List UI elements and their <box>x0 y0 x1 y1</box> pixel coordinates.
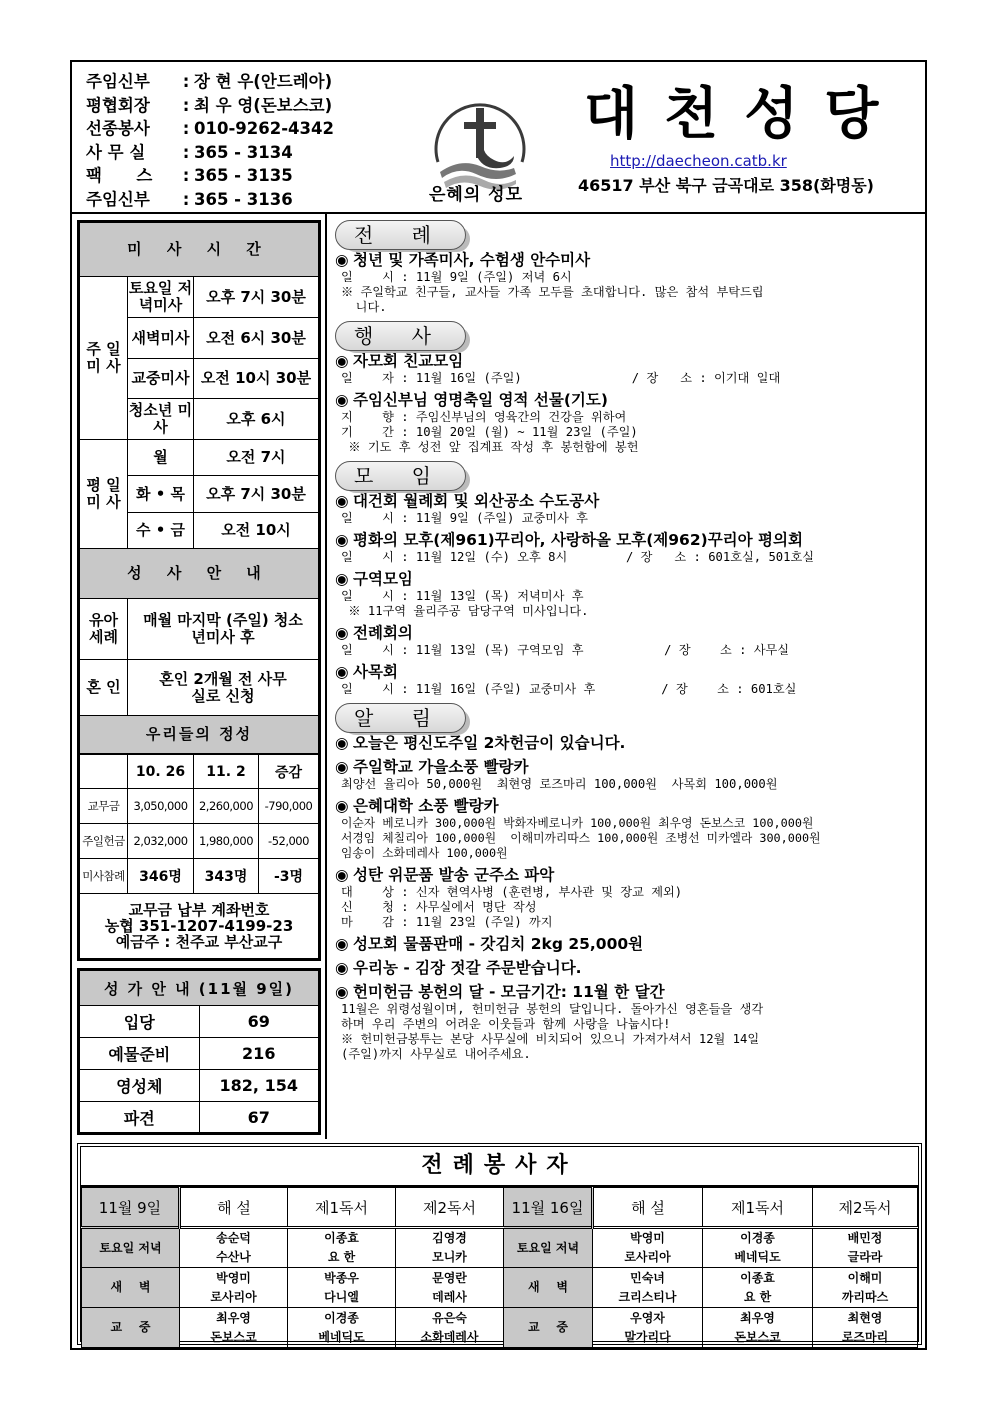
offerings-cell: 1,980,000 <box>194 824 259 859</box>
item-title-text: 우리농 - 김장 젓갈 주문받습니다. <box>353 959 582 977</box>
info-key: 평협회장 <box>86 95 150 115</box>
server-baptismal-name: 로사리아 <box>624 1250 671 1264</box>
server-baptismal-name: 베네딕도 <box>734 1250 781 1264</box>
bullet-icon: ◉ <box>335 570 349 588</box>
item-detail: 11월은 위령성월이며, 헌미헌금 봉헌의 달입니다. 돌아가신 영혼들을 생각 <box>341 1002 764 1016</box>
mass-times-heading: 미 사 시 간 <box>80 223 319 277</box>
info-key: 주임신부 <box>86 72 150 91</box>
info-value: 365 - 3136 <box>194 189 293 209</box>
notice-item-title <box>335 982 925 1002</box>
item-detail: (주일)까지 사무실로 내어주세요. <box>341 1047 531 1061</box>
server-baptismal-name: 로사리아 <box>210 1289 257 1304</box>
item-detail: 일 시 : 11월 13일 (목) 구역모임 후 / 장 소 : 사무실 <box>341 643 790 657</box>
mass-name: 월 <box>128 440 194 476</box>
item-detail: 임송이 소화데레사 100,000원 <box>341 846 508 860</box>
info-sep: : <box>182 119 190 138</box>
sacrament-name: 혼 인 <box>80 660 128 716</box>
sunday-mass-label: 주 일 미 사 <box>80 277 128 440</box>
item-detail: 지 향 : 주임신부님의 영육간의 건강을 위하여 <box>341 410 627 424</box>
info-row <box>86 94 334 118</box>
server-name: 최우영 <box>740 1310 775 1325</box>
mass-time: 오전 6시 30분 <box>194 318 319 359</box>
server-name: 배민정 <box>847 1231 883 1245</box>
info-sep: : <box>182 166 190 185</box>
mass-times-box <box>77 220 321 961</box>
account-number: 농협 351-1207-4199-23 <box>104 917 294 935</box>
item-title-text: 성모회 물품판매 - 갓김치 2kg 25,000원 <box>353 935 644 953</box>
mass-time: 오후 7시 30분 <box>194 277 319 318</box>
server-baptismal-name: 돈보스코 <box>734 1329 781 1344</box>
item-detail: 신 청 : 사무실에서 명단 작성 <box>341 900 537 914</box>
server-baptismal-name: 크리스티나 <box>618 1289 677 1304</box>
meeting-item-title <box>335 662 925 682</box>
hymn-number: 182, 154 <box>199 1070 319 1102</box>
server-baptismal-name: 베네딕도 <box>318 1329 365 1344</box>
mass-time: 오후 7시 30분 <box>194 476 319 513</box>
header <box>72 62 925 214</box>
servers-table <box>81 1187 918 1348</box>
mass-label: 토요일 저녁 <box>504 1228 593 1268</box>
bulletin-page <box>70 60 927 1350</box>
mass-times-table <box>79 222 319 754</box>
bullet-icon: ◉ <box>335 758 349 776</box>
item-title-text: 성탄 위문품 발송 군주소 파악 <box>353 866 555 884</box>
hymn-number: 67 <box>199 1102 319 1133</box>
week-date: 11월 9일 <box>82 1188 180 1228</box>
item-detail: 일 시 : 11월 9일 (주일) 저녁 6시 <box>341 270 572 284</box>
sacrament-desc: 매월 마지막 (주일) 청소년미사 후 <box>128 599 319 660</box>
item-title-text: 구역모임 <box>353 570 413 588</box>
bullet-icon: ◉ <box>335 251 349 269</box>
hymn-number: 216 <box>199 1038 319 1070</box>
item-detail: 일 시 : 11월 9일 (주일) 교중미사 후 <box>341 511 588 525</box>
role-header: 제1독서 <box>288 1188 396 1228</box>
sacrament-desc: 혼인 2개월 전 사무실로 신청 <box>128 660 319 716</box>
server-baptismal-name: 까리따스 <box>841 1289 889 1304</box>
offerings-cell: -52,000 <box>259 824 319 859</box>
item-detail: ※ 11구역 율리주공 담당구역 미사입니다. <box>341 604 589 618</box>
server-baptismal-name: 소화데레사 <box>420 1329 479 1344</box>
event-item-title <box>335 351 925 371</box>
hymn-part: 파견 <box>80 1102 200 1133</box>
hymn-part: 입당 <box>80 1006 200 1038</box>
server-baptismal-name: 데레사 <box>432 1289 467 1304</box>
item-title-text: 오늘은 평신도주일 2차헌금이 있습니다. <box>353 734 626 752</box>
server-baptismal-name: 모니카 <box>432 1250 467 1264</box>
section-label-events: 행 사 <box>335 321 466 351</box>
item-title-text: 청년 및 가족미사, 수험생 안수미사 <box>353 251 591 269</box>
notice-item-title <box>335 934 925 954</box>
offerings-cell: 343명 <box>194 859 259 894</box>
server-baptismal-name: 로즈마리 <box>841 1329 889 1344</box>
server-name: 이경종 <box>324 1310 359 1325</box>
item-title-text: 주일학교 가을소풍 빨랑카 <box>353 758 529 776</box>
server-name: 문영란 <box>432 1270 467 1285</box>
server-cell <box>288 1308 396 1348</box>
item-detail: 일 자 : 11월 16일 (주일) / 장 소 : 이기대 일대 <box>341 371 781 385</box>
section-label-liturgy: 전 례 <box>335 220 466 250</box>
info-sep: : <box>182 95 190 115</box>
offerings-cell: -790,000 <box>259 789 319 824</box>
mass-name: 청소년 미사 <box>128 399 194 440</box>
offerings-col-header: 10. 26 <box>128 755 194 789</box>
offerings-col-header: 11. 2 <box>194 755 259 789</box>
server-cell <box>180 1268 288 1308</box>
info-value: 365 - 3134 <box>194 142 293 162</box>
info-key: 주임신부 <box>86 189 150 209</box>
item-detail: 일 시 : 11월 16일 (주일) 교중미사 후 / 장 소 : 601호실 <box>341 682 797 696</box>
offerings-cell: 346명 <box>128 859 194 894</box>
notice-item-title <box>335 733 925 753</box>
server-cell <box>396 1268 504 1308</box>
server-baptismal-name: 요 한 <box>743 1289 772 1304</box>
info-sep: : <box>182 142 190 162</box>
account-info <box>80 894 319 959</box>
info-row <box>86 141 334 165</box>
item-title-text: 은혜대학 소풍 빨랑카 <box>353 797 499 815</box>
server-cell <box>288 1268 396 1308</box>
offerings-col-header: 증감 <box>259 755 319 789</box>
mass-name: 교중미사 <box>128 359 194 399</box>
bullet-icon: ◉ <box>335 797 349 815</box>
mass-time: 오후 6시 <box>194 399 319 440</box>
item-title-text: 자모회 친교모임 <box>353 352 464 370</box>
server-cell <box>703 1308 813 1348</box>
item-detail: 일 시 : 11월 12일 (수) 오후 8시 / 장 소 : 601호실, 501호실 <box>341 550 814 564</box>
server-name: 김영경 <box>432 1231 467 1245</box>
section-label-meetings: 모 임 <box>335 461 466 491</box>
offerings-col-header <box>80 755 128 789</box>
server-cell <box>593 1268 703 1308</box>
hymns-box <box>77 968 321 1135</box>
bullet-icon: ◉ <box>335 734 349 752</box>
event-item-title <box>335 390 925 410</box>
mass-label: 교 중 <box>504 1308 593 1348</box>
bullet-icon: ◉ <box>335 492 349 510</box>
item-detail: ※ 헌미헌금봉투는 본당 사무실에 비치되어 있으니 가져가셔서 12월 14일 <box>341 1032 760 1046</box>
hymn-part: 예물준비 <box>80 1038 200 1070</box>
server-name: 최현영 <box>847 1310 883 1325</box>
server-cell <box>396 1228 504 1268</box>
info-row <box>86 117 334 141</box>
item-detail: 최양선 율리아 50,000원 최현영 로즈마리 100,000원 사목회 100,000원 <box>341 777 778 791</box>
bullet-icon: ◉ <box>335 624 349 642</box>
section-label-notices: 알 림 <box>335 703 466 733</box>
mass-time: 오전 10시 30분 <box>194 359 319 399</box>
role-header: 제2독서 <box>396 1188 504 1228</box>
item-detail: 이순자 베로니카 300,000원 박화자베로니카 100,000원 최우영 돈보스코 100,000원 <box>341 816 814 830</box>
meeting-item-title <box>335 530 925 550</box>
sacrament-name: 유아 세례 <box>80 599 128 660</box>
info-key: 팩 스 <box>86 166 153 185</box>
hymn-number: 69 <box>199 1006 319 1038</box>
server-name: 송순덕 <box>216 1231 251 1245</box>
server-name: 우영자 <box>630 1310 665 1325</box>
bullet-icon: ◉ <box>335 663 349 681</box>
hymns-heading: 성 가 안 내 (11월 9일) <box>80 971 319 1006</box>
offerings-table <box>79 754 319 959</box>
hymn-part: 영성체 <box>80 1070 200 1102</box>
notice-item-title <box>335 757 925 777</box>
server-baptismal-name: 다니엘 <box>324 1289 359 1304</box>
meeting-item-title <box>335 569 925 589</box>
server-cell <box>813 1268 918 1308</box>
server-cell <box>813 1228 918 1268</box>
offerings-cell: -3명 <box>259 859 319 894</box>
server-name: 박영미 <box>216 1270 251 1285</box>
server-cell <box>180 1308 288 1348</box>
notice-item-title <box>335 958 925 978</box>
server-cell <box>593 1228 703 1268</box>
week-date: 11월 16일 <box>504 1188 593 1228</box>
bullet-icon: ◉ <box>335 983 349 1001</box>
offerings-cell: 2,032,000 <box>128 824 194 859</box>
item-detail: ※ 주일학교 친구들, 교사들 가족 모두를 초대합니다. 많은 참석 부탁드립 <box>341 285 764 299</box>
role-header: 해 설 <box>180 1188 288 1228</box>
account-line: 교무금 납부 계좌번호 <box>128 901 270 919</box>
bullet-icon: ◉ <box>335 866 349 884</box>
mass-name: 수 • 금 <box>128 513 194 549</box>
server-cell <box>180 1228 288 1268</box>
server-name: 최우영 <box>216 1310 251 1325</box>
info-row <box>86 188 334 212</box>
role-header: 해 설 <box>593 1188 703 1228</box>
offerings-cell: 2,260,000 <box>194 789 259 824</box>
offerings-cell: 교무금 <box>80 789 128 824</box>
server-name: 민숙녀 <box>630 1270 665 1285</box>
mass-label: 토요일 저녁 <box>82 1228 180 1268</box>
mass-time: 오전 7시 <box>194 440 319 476</box>
info-key: 선종봉사 <box>86 119 150 138</box>
account-holder: 예금주 : 천주교 부산교구 <box>115 933 283 951</box>
notice-item-title <box>335 865 925 885</box>
bullet-icon: ◉ <box>335 531 349 549</box>
weekday-mass-label: 평 일 미 사 <box>80 440 128 549</box>
offerings-heading: 우리들의 정성 <box>80 716 319 754</box>
server-name: 유은숙 <box>432 1310 467 1325</box>
info-sep: : <box>182 72 190 91</box>
meeting-item-title <box>335 623 925 643</box>
hymns-table <box>79 970 319 1133</box>
info-value: 최 우 영(돈보스코) <box>194 95 333 115</box>
mass-name: 토요일 저녁미사 <box>128 277 194 318</box>
server-cell <box>396 1308 504 1348</box>
meeting-item-title <box>335 491 925 511</box>
sacraments-heading: 성 사 안 내 <box>80 549 319 599</box>
website-link[interactable]: http://daecheon.catb.kr <box>610 152 787 170</box>
mass-time: 오전 10시 <box>194 513 319 549</box>
contact-info <box>86 70 334 211</box>
server-name: 이경종 <box>740 1231 775 1245</box>
item-detail: 일 시 : 11월 13일 (목) 저녁미사 후 <box>341 589 584 603</box>
server-name: 이해미 <box>847 1270 883 1285</box>
offerings-cell: 주일헌금 <box>80 824 128 859</box>
server-baptismal-name: 돈보스코 <box>210 1329 257 1344</box>
server-name: 이종효 <box>324 1231 359 1245</box>
mass-label: 새 벽 <box>82 1268 180 1308</box>
left-column <box>72 214 327 1139</box>
mass-name: 새벽미사 <box>128 318 194 359</box>
server-cell <box>703 1228 813 1268</box>
server-cell <box>813 1308 918 1348</box>
mass-label: 교 중 <box>82 1308 180 1348</box>
server-cell <box>703 1268 813 1308</box>
server-baptismal-name: 글라라 <box>847 1250 883 1264</box>
role-header: 제2독서 <box>813 1188 918 1228</box>
offerings-cell: 3,050,000 <box>128 789 194 824</box>
offerings-cell: 미사참례 <box>80 859 128 894</box>
notice-item-title <box>335 796 925 816</box>
bullet-icon: ◉ <box>335 352 349 370</box>
info-row <box>86 70 334 94</box>
info-value: 장 현 우(안드레아) <box>194 72 333 91</box>
item-title-text: 전례회의 <box>353 624 413 642</box>
item-detail: 기 간 : 10월 20일 (월) ~ 11월 23일 (주일) <box>341 425 638 439</box>
info-row <box>86 164 334 188</box>
server-baptismal-name: 요 한 <box>327 1250 356 1264</box>
server-baptismal-name: 말가리다 <box>624 1329 671 1344</box>
server-cell <box>288 1228 396 1268</box>
server-name: 박영미 <box>630 1231 665 1245</box>
parish-address: 46517 부산 북구 금곡대로 358(화명동) <box>578 176 874 195</box>
right-column <box>329 214 925 1139</box>
role-header: 제1독서 <box>703 1188 813 1228</box>
server-name: 박종우 <box>324 1270 359 1285</box>
server-name: 이종효 <box>740 1270 775 1285</box>
item-detail: ※ 기도 후 성전 앞 집계표 작성 후 봉헌함에 봉헌 <box>341 440 639 454</box>
info-sep: : <box>182 189 190 209</box>
item-title-text: 대건회 월례회 및 외산공소 수도공사 <box>353 492 600 510</box>
liturgy-item-title <box>335 250 925 270</box>
item-detail: 하며 우리 주변의 어려운 이웃들과 함께 사랑을 나눕시다! <box>341 1017 671 1031</box>
item-detail: 대 상 : 신자 현역사병 (훈련병, 부사관 및 장교 제외) <box>341 885 683 899</box>
info-value: 010-9262-4342 <box>194 119 334 138</box>
item-title-text: 평화의 모후(제961)꾸리아, 사랑하올 모후(제962)꾸리아 평의회 <box>353 531 803 549</box>
bullet-icon: ◉ <box>335 935 349 953</box>
item-title-text: 주임신부님 영명축일 영적 선물(기도) <box>353 391 608 409</box>
mass-name: 화 • 목 <box>128 476 194 513</box>
info-value: 365 - 3135 <box>194 166 293 185</box>
logo-caption: 은혜의 성모 <box>429 185 524 205</box>
bullet-icon: ◉ <box>335 391 349 409</box>
item-title-text: 사목회 <box>353 663 398 681</box>
server-baptismal-name: 수산나 <box>216 1250 251 1264</box>
parish-title: 대천성당 <box>584 82 905 147</box>
item-detail: 니다. <box>341 300 387 314</box>
item-title-text: 헌미헌금 봉헌의 달 - 모금기간: 11월 한 달간 <box>353 983 665 1001</box>
item-detail: 마 감 : 11월 23일 (주일) 까지 <box>341 915 553 929</box>
server-cell <box>593 1308 703 1348</box>
bullet-icon: ◉ <box>335 959 349 977</box>
liturgy-servers-box <box>77 1143 922 1345</box>
servers-title: 전례봉사자 <box>81 1147 918 1187</box>
info-key: 사 무 실 <box>86 142 146 162</box>
item-detail: 서경임 체칠리아 100,000원 이해미까리따스 100,000원 조병선 미카엘라 300,000원 <box>341 831 821 845</box>
mass-label: 새 벽 <box>504 1268 593 1308</box>
